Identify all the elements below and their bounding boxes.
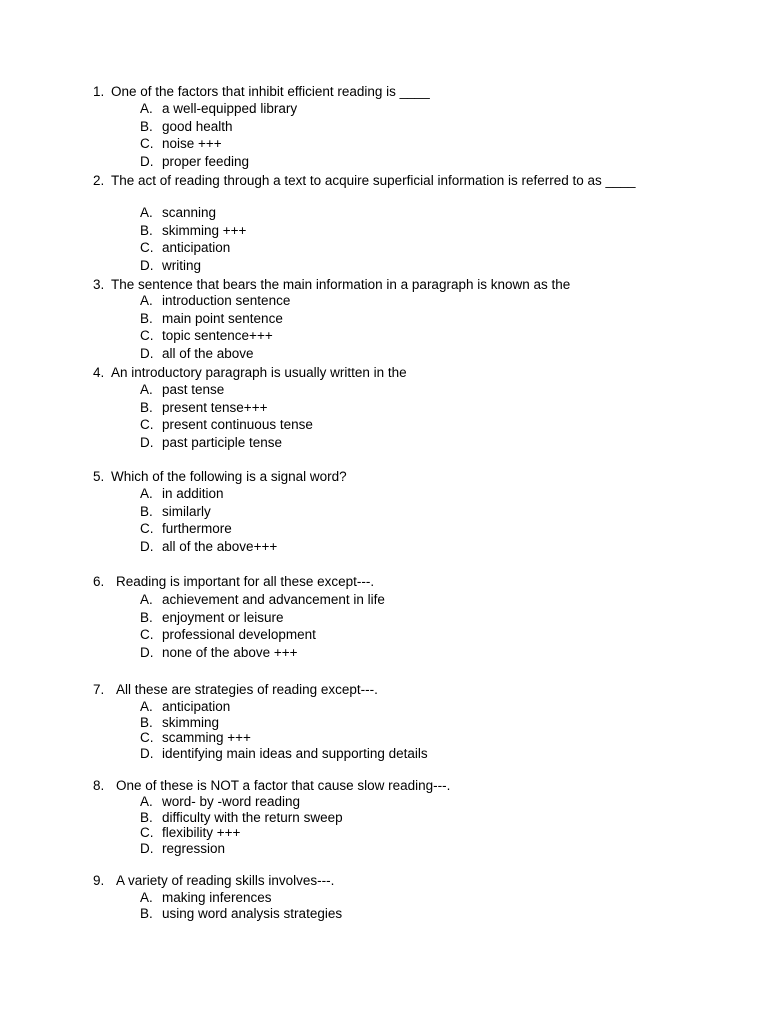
options-list-4 (0, 381, 740, 451)
option-letter: D. (140, 434, 154, 450)
option-text: word- by -word reading (162, 794, 301, 809)
option-a (0, 204, 740, 222)
option-c (0, 239, 740, 257)
option-text: none of the above +++ (162, 644, 298, 660)
option-letter: A. (140, 101, 153, 116)
question-text: Which of the following is a signal word? (111, 469, 347, 484)
option-c (0, 416, 740, 434)
option-a (0, 381, 740, 399)
option-d (0, 345, 740, 363)
option-c (0, 730, 740, 746)
option-text: all of the above (162, 345, 254, 361)
option-letter: B. (140, 310, 153, 326)
option-d (0, 153, 740, 171)
option-c (0, 626, 740, 644)
question-number: 9. (93, 873, 105, 888)
options-list-9 (0, 890, 740, 921)
option-text: main point sentence (162, 310, 283, 326)
question-number: 1. (93, 84, 105, 99)
option-b (0, 906, 740, 922)
option-letter: A. (140, 592, 153, 607)
option-d (0, 257, 740, 275)
option-b (0, 503, 740, 521)
option-text: scamming +++ (162, 730, 251, 746)
option-d (0, 434, 740, 452)
option-text: identifying main ideas and supporting details (162, 745, 428, 761)
option-b (0, 310, 740, 328)
option-d (0, 841, 740, 857)
options-list-1 (0, 100, 740, 170)
option-text: achievement and advancement in life (162, 592, 385, 607)
option-text: skimming (162, 714, 220, 730)
option-text: enjoyment or leisure (162, 609, 284, 625)
option-letter: D. (140, 345, 154, 361)
option-letter: C. (140, 627, 154, 643)
question-number: 3. (93, 277, 105, 292)
option-b (0, 118, 740, 136)
option-text: regression (162, 840, 226, 856)
option-text: good health (162, 118, 233, 134)
options-list-6 (0, 591, 740, 661)
option-text: similarly (162, 503, 211, 519)
option-letter: A. (140, 699, 153, 714)
option-letter: B. (140, 609, 153, 625)
option-letter: C. (140, 825, 154, 841)
question-text: One of these is NOT a factor that cause slow reading---. (116, 778, 451, 793)
option-text: professional development (162, 627, 316, 643)
question-number: 7. (93, 682, 105, 697)
option-text: topic sentence+++ (162, 328, 273, 344)
option-d (0, 538, 740, 556)
option-a (0, 100, 740, 118)
question-text: The sentence that bears the main information in a paragraph is known as the (111, 277, 571, 292)
option-letter: B. (140, 809, 153, 825)
question-number: 2. (93, 173, 105, 188)
option-b (0, 810, 740, 826)
question-number: 4. (93, 365, 105, 380)
option-letter: C. (140, 417, 154, 433)
option-letter: C. (140, 730, 154, 746)
question-text: Reading is important for all these except---. (116, 574, 375, 589)
option-letter: C. (140, 521, 154, 537)
option-b (0, 609, 740, 627)
option-c (0, 327, 740, 345)
option-text: proper feeding (162, 153, 250, 169)
option-a (0, 591, 740, 609)
option-letter: C. (140, 136, 154, 152)
option-text: present continuous tense (162, 417, 313, 433)
option-letter: A. (140, 205, 153, 220)
option-letter: A. (140, 794, 153, 809)
options-list-7 (0, 699, 740, 761)
question-text: The act of reading through a text to acquire superficial information is referred to as ____ (111, 173, 636, 188)
option-letter: B. (140, 222, 153, 238)
option-b (0, 222, 740, 240)
option-c (0, 520, 740, 538)
option-letter: A. (140, 890, 153, 905)
option-letter: D. (140, 257, 154, 273)
option-text: present tense+++ (162, 399, 268, 415)
question-text: A variety of reading skills involves---. (116, 873, 335, 888)
question-number: 5. (93, 469, 105, 484)
option-a (0, 699, 740, 715)
options-list-8 (0, 794, 740, 856)
option-text: using word analysis strategies (162, 905, 343, 921)
option-letter: D. (140, 153, 154, 169)
option-d (0, 644, 740, 662)
options-list-3 (0, 292, 740, 362)
option-letter: A. (140, 486, 153, 501)
option-letter: C. (140, 240, 154, 256)
option-b (0, 715, 740, 731)
option-letter: A. (140, 382, 153, 397)
option-text: difficulty with the return sweep (162, 809, 343, 825)
option-text: skimming +++ (162, 222, 247, 238)
option-text: anticipation (162, 240, 231, 256)
option-a (0, 890, 740, 906)
option-c (0, 135, 740, 153)
option-letter: B. (140, 118, 153, 134)
option-letter: B. (140, 503, 153, 519)
option-text: a well-equipped library (162, 101, 298, 116)
option-letter: D. (140, 840, 154, 856)
option-text: in addition (162, 486, 224, 501)
option-letter: D. (140, 538, 154, 554)
options-list-5 (0, 485, 740, 555)
option-d (0, 746, 740, 762)
option-text: making inferences (162, 890, 272, 905)
option-text: past participle tense (162, 434, 283, 450)
question-text: One of the factors that inhibit efficient reading is ____ (111, 84, 430, 99)
question-text: All these are strategies of reading except---. (116, 682, 378, 697)
option-letter: A. (140, 293, 153, 308)
option-a (0, 794, 740, 810)
option-letter: D. (140, 745, 154, 761)
option-letter: D. (140, 644, 154, 660)
option-text: all of the above+++ (162, 538, 278, 554)
option-letter: B. (140, 399, 153, 415)
option-text: introduction sentence (162, 293, 291, 308)
option-letter: B. (140, 714, 153, 730)
option-text: writing (162, 257, 202, 273)
option-b (0, 399, 740, 417)
options-list-2 (0, 204, 740, 274)
option-text: past tense (162, 382, 225, 397)
option-text: scanning (162, 205, 217, 220)
option-a (0, 485, 740, 503)
option-text: anticipation (162, 699, 231, 714)
question-text: An introductory paragraph is usually written in the (111, 365, 407, 380)
option-text: flexibility +++ (162, 825, 241, 841)
question-number: 8. (93, 778, 105, 793)
option-letter: C. (140, 328, 154, 344)
option-c (0, 825, 740, 841)
option-a (0, 292, 740, 310)
option-text: noise +++ (162, 136, 222, 152)
option-letter: B. (140, 905, 153, 921)
option-text: furthermore (162, 521, 232, 537)
question-number: 6. (93, 574, 105, 589)
